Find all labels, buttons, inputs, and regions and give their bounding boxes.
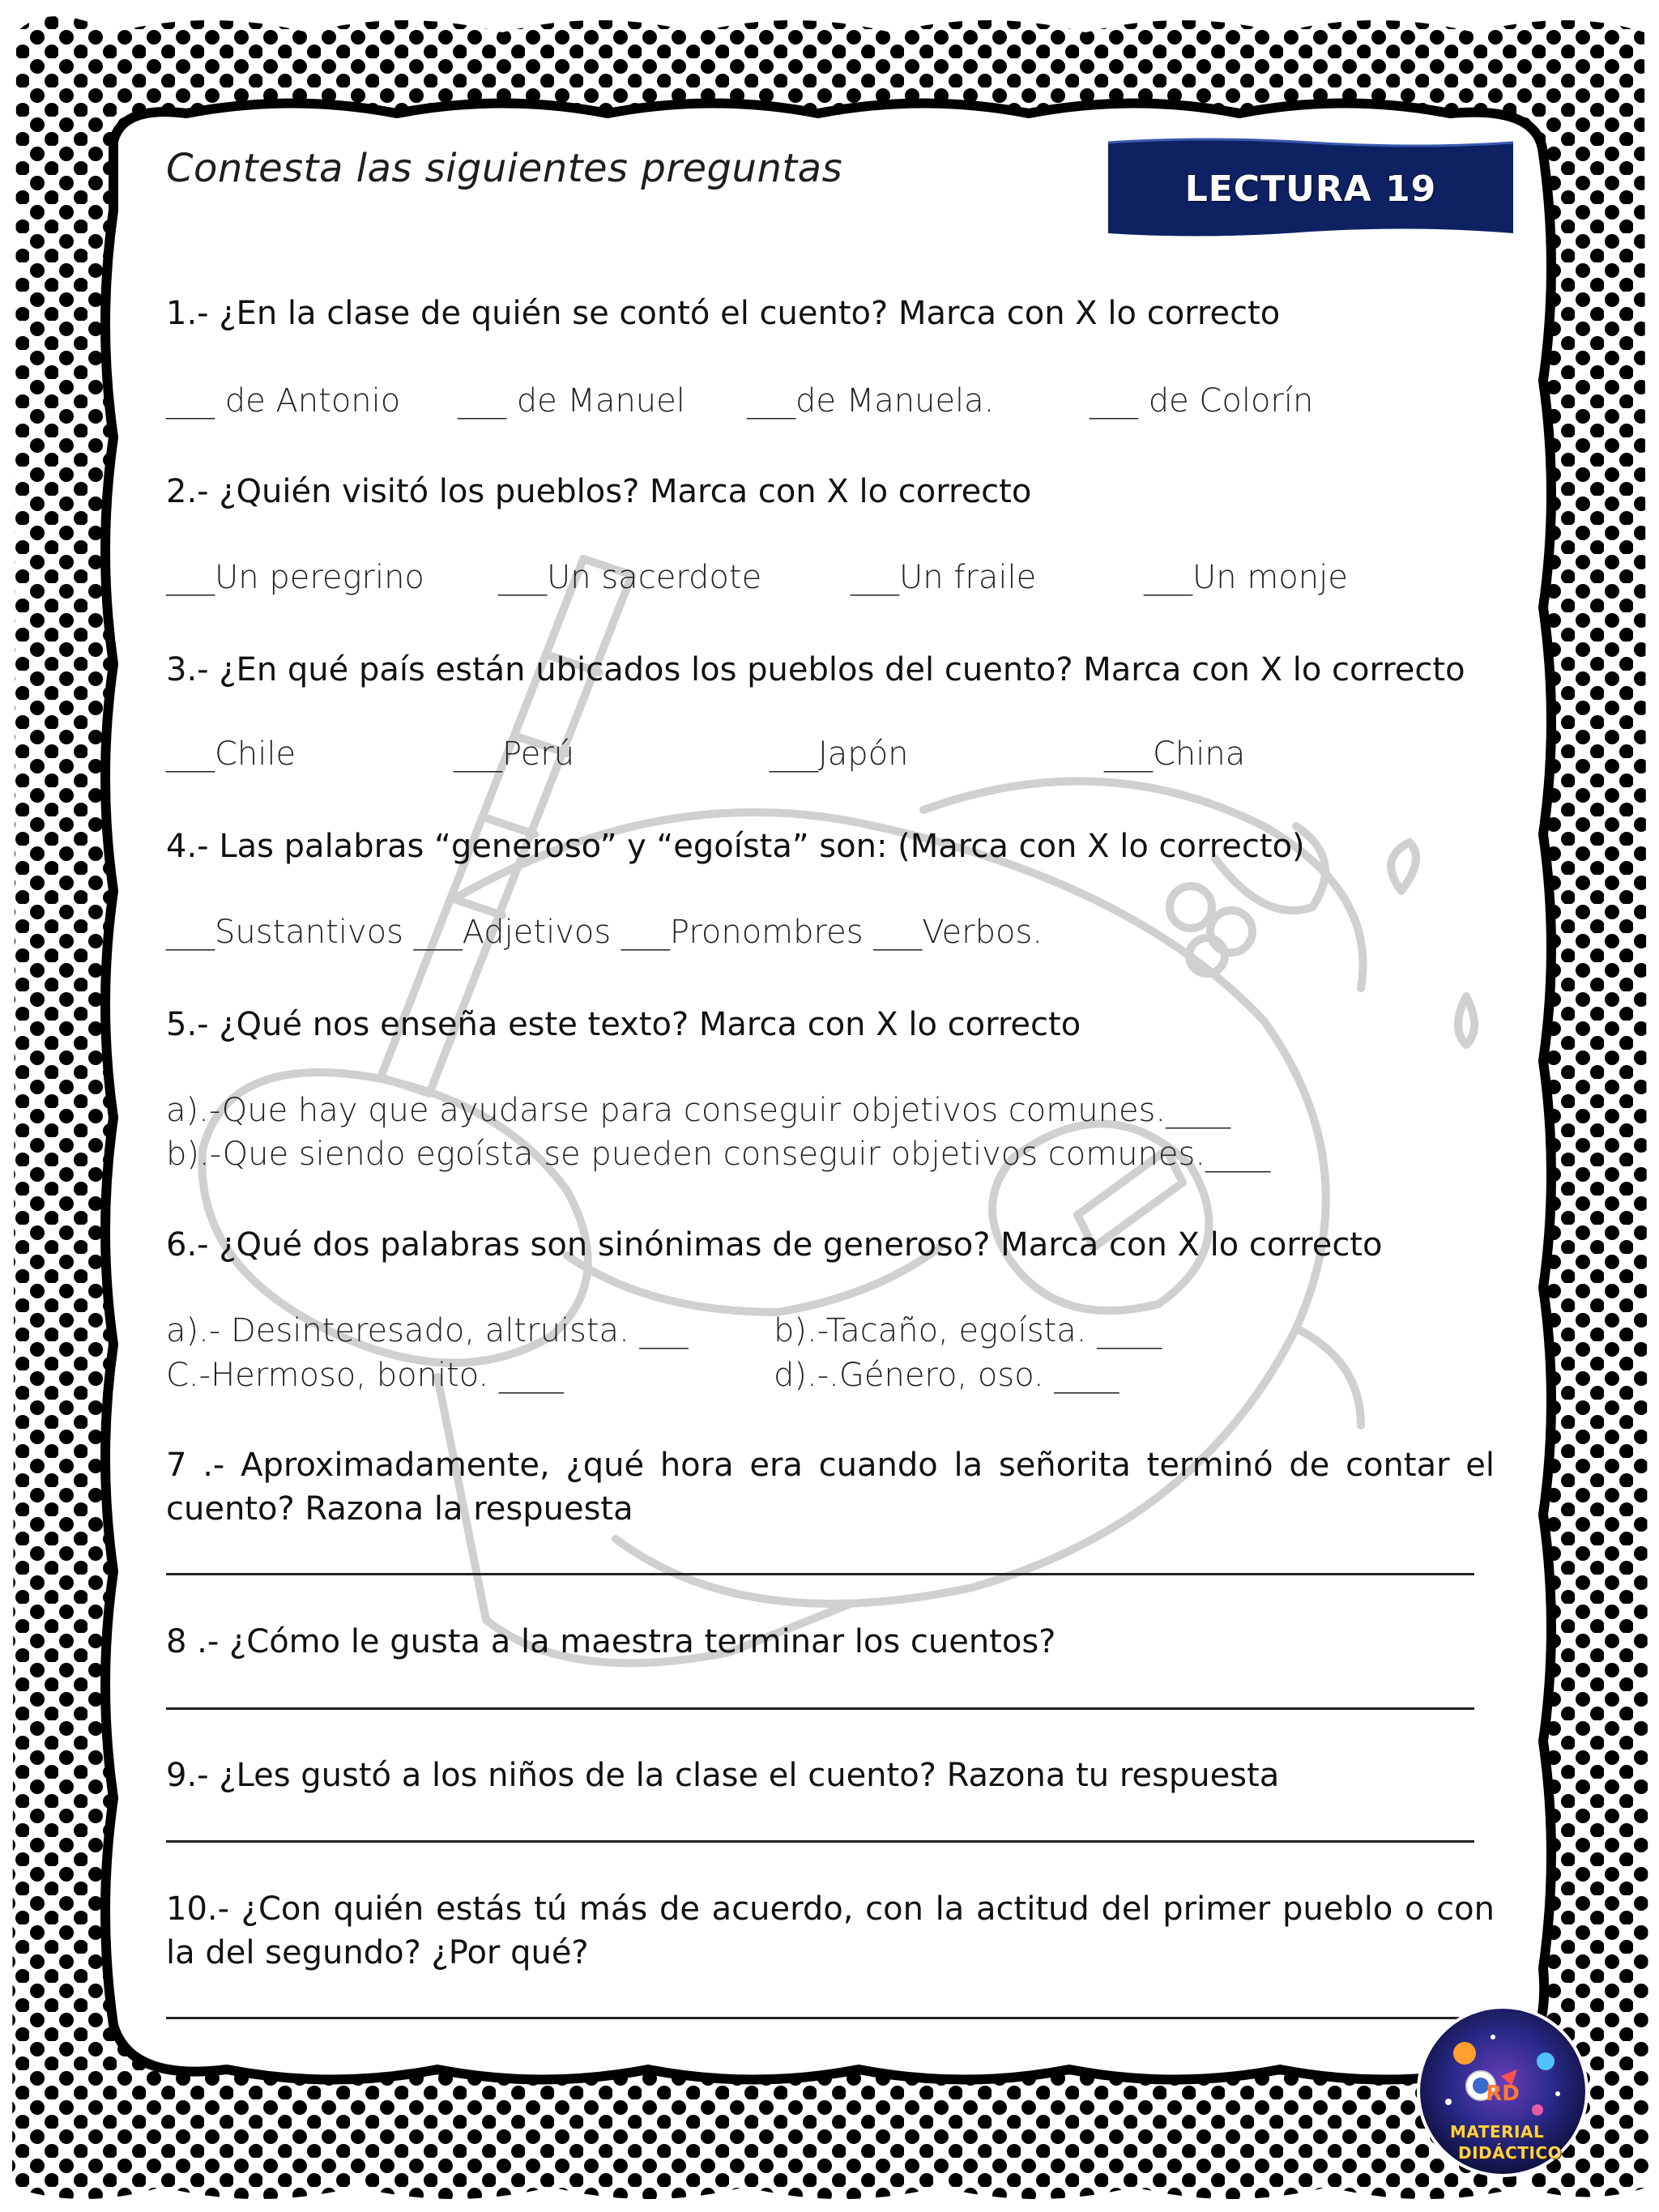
- q10-answer-line[interactable]: [166, 2017, 1474, 2019]
- q6-option-d[interactable]: d).-.Género, oso. ____: [774, 1357, 1120, 1394]
- q6-option-a[interactable]: a).- Desinteresado, altruista. ___: [166, 1312, 689, 1349]
- svg-text:RD: RD: [1486, 2082, 1520, 2106]
- q5-option-a[interactable]: a).-Que hay que ayudarse para conseguir objetivos comunes.____: [166, 1092, 1231, 1129]
- logo-label-line1: MATERIAL: [1450, 2122, 1545, 2142]
- q6-option-b[interactable]: b).-Tacaño, egoísta. ____: [774, 1312, 1162, 1349]
- question-8: 8 .- ¿Cómo le gusta a la maestra terminar los cuentos?: [166, 1623, 1056, 1660]
- question-5: 5.- ¿Qué nos enseña este texto? Marca con X lo correcto: [166, 1006, 1081, 1043]
- question-9: 9.- ¿Les gustó a los niños de la clase el cuento? Razona tu respuesta: [166, 1757, 1280, 1794]
- q2-option-b[interactable]: ___Un sacerdote: [498, 559, 762, 596]
- lectura-badge-label: LECTURA 19: [1184, 168, 1437, 210]
- q3-option-b[interactable]: ___Perú: [454, 735, 575, 773]
- q9-answer-line[interactable]: [166, 1840, 1474, 1843]
- question-4: 4.- Las palabras “generoso” y “egoísta” son: (Marca con X lo correcto): [166, 828, 1305, 865]
- q8-answer-line[interactable]: [166, 1707, 1474, 1710]
- q1-option-b[interactable]: ___ de Manuel: [458, 382, 685, 420]
- question-10: 10.- ¿Con quién estás tú más de acuerdo, con la actitud del primer pueblo o con la del segundo? ¿Por qué?: [166, 1890, 1495, 1971]
- q2-option-c[interactable]: ___Un fraile: [851, 559, 1037, 596]
- q2-option-d[interactable]: ___Un monje: [1144, 559, 1348, 596]
- question-3: 3.- ¿En qué país están ubicados los pueblos del cuento? Marca con X lo correcto: [166, 651, 1465, 688]
- q1-option-c[interactable]: ___de Manuela.: [747, 382, 995, 420]
- q3-option-d[interactable]: ___China: [1104, 735, 1246, 773]
- q7-answer-line[interactable]: [166, 1573, 1474, 1575]
- logo-label-line2: DIDÁCTICO: [1458, 2143, 1563, 2163]
- q1-option-a[interactable]: ___ de Antonio: [166, 382, 401, 420]
- q4-options[interactable]: ___Sustantivos ___Adjetivos ___Pronombres ___Verbos.: [166, 914, 1043, 951]
- question-6: 6.- ¿Qué dos palabras son sinónimas de generoso? Marca con X lo correcto: [166, 1226, 1383, 1264]
- q2-option-a[interactable]: ___Un peregrino: [166, 559, 424, 596]
- q3-option-c[interactable]: ___Japón: [770, 735, 909, 773]
- question-1: 1.- ¿En la clase de quién se contó el cuento? Marca con X lo correcto: [166, 295, 1281, 332]
- q5-option-b[interactable]: b).-Que siendo egoísta se pueden conseguir objetivos comunes.____: [166, 1136, 1271, 1173]
- q6-option-c[interactable]: C.-Hermoso, bonito. ____: [166, 1357, 564, 1394]
- question-2: 2.- ¿Quién visitó los pueblos? Marca con X lo correcto: [166, 473, 1032, 510]
- q3-option-a[interactable]: ___Chile: [166, 735, 296, 773]
- page-title: Contesta las siguientes preguntas: [166, 146, 843, 191]
- q1-option-d[interactable]: ___ de Colorín: [1090, 382, 1314, 420]
- question-7: 7 .- Aproximadamente, ¿qué hora era cuando la señorita terminó de contar el cuento? Razona la respuesta: [166, 1447, 1495, 1528]
